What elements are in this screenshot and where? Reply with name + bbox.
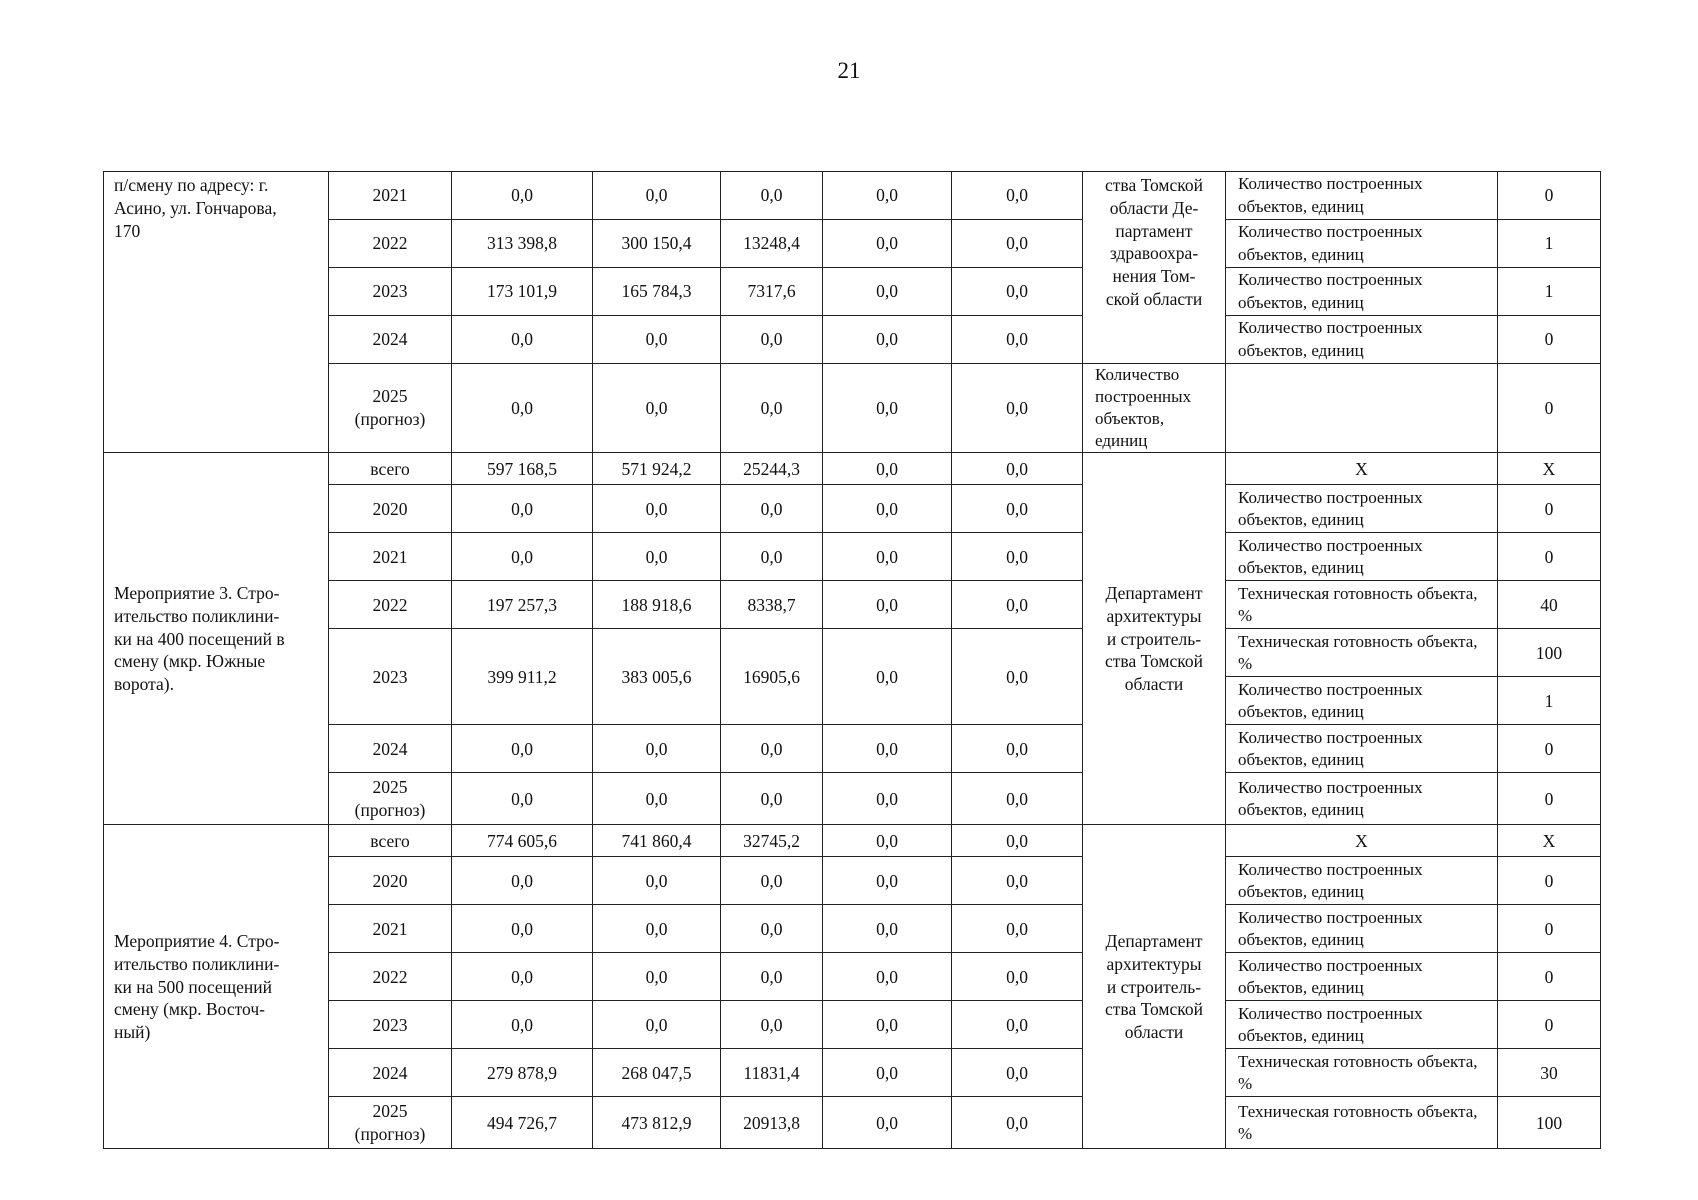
- year-cell: [329, 725, 452, 773]
- year-value: 2023: [372, 666, 408, 687]
- amount-value-3: 0,0: [721, 485, 823, 533]
- indicator-name: Количество построенных объектов, единиц: [1226, 533, 1498, 581]
- executor-line: ства Томской: [1105, 999, 1203, 1020]
- year-row: [104, 1097, 1601, 1149]
- amount-value-3: 0,0: [721, 773, 823, 825]
- executor-line: и строитель-: [1106, 976, 1202, 997]
- amount-value-2: 0,0: [593, 1001, 721, 1049]
- indicator-value: 30: [1498, 1049, 1601, 1097]
- year-cell: [329, 485, 452, 533]
- year-value: 2020: [372, 498, 408, 519]
- year-value: 2023: [372, 1014, 408, 1035]
- total-value-2: 741 860,4: [593, 825, 721, 857]
- amount-value-3: 0,0: [721, 905, 823, 953]
- total-label: всего: [329, 825, 452, 857]
- amount-value-4: 0,0: [823, 220, 952, 268]
- amount-value-2: 300 150,4: [593, 220, 721, 268]
- amount-value-5: 0,0: [952, 533, 1083, 581]
- amount-value-2: 0,0: [593, 533, 721, 581]
- year-value: 2022: [372, 594, 408, 615]
- amount-value-3: 0,0: [721, 857, 823, 905]
- amount-value-5: 0,0: [952, 268, 1083, 316]
- forecast-note: (прогноз): [354, 1123, 426, 1144]
- amount-value-1: 0,0: [452, 364, 593, 453]
- amount-value-2: 0,0: [593, 857, 721, 905]
- indicator-value: 1: [1498, 220, 1601, 268]
- amount-value-4: 0,0: [823, 533, 952, 581]
- measure-name-line: Мероприятие 3. Стро-: [114, 583, 280, 603]
- indicator-value: 1: [1498, 677, 1601, 725]
- amount-value-3: 0,0: [721, 364, 823, 453]
- executor-line: партамент: [1115, 220, 1193, 241]
- executor-line: ской области: [1105, 288, 1203, 309]
- year-cell: [329, 857, 452, 905]
- executor-cell: [1083, 825, 1226, 1149]
- total-indicator: X: [1226, 825, 1498, 857]
- total-indicator: X: [1226, 453, 1498, 485]
- amount-value-4: 0,0: [823, 905, 952, 953]
- indicator-value: 0: [1498, 316, 1601, 364]
- amount-value-5: 0,0: [952, 1001, 1083, 1049]
- amount-value-1: 0,0: [452, 316, 593, 364]
- amount-value-2: 0,0: [593, 364, 721, 453]
- measure-name-line: ный): [114, 1022, 151, 1042]
- executor-line: Департамент: [1105, 931, 1203, 951]
- indicator-value: 0: [1498, 172, 1601, 220]
- year-value: 2024: [372, 329, 408, 350]
- year-row: [104, 857, 1601, 905]
- amount-value-4: 0,0: [823, 1001, 952, 1049]
- amount-value-3: 7317,6: [721, 268, 823, 316]
- amount-value-4: 0,0: [823, 857, 952, 905]
- measure-name-cell: [104, 172, 329, 453]
- total-row: [104, 825, 1601, 857]
- amount-value-3: 0,0: [721, 172, 823, 220]
- year-row: [104, 268, 1601, 316]
- year-value: 2022: [372, 233, 408, 254]
- amount-value-5: 0,0: [952, 629, 1083, 725]
- year-cell: [329, 581, 452, 629]
- indicator-value: 0: [1498, 953, 1601, 1001]
- year-cell: [329, 533, 452, 581]
- year-value: 2024: [372, 738, 408, 759]
- amount-value-1: 0,0: [452, 1001, 593, 1049]
- amount-value-1: 0,0: [452, 905, 593, 953]
- amount-value-2: 0,0: [593, 953, 721, 1001]
- year-row: [104, 220, 1601, 268]
- indicator-value: 100: [1498, 629, 1601, 677]
- year-cell: [329, 268, 452, 316]
- amount-value-4: 0,0: [823, 581, 952, 629]
- measure-name-line: Мероприятие 4. Стро-: [114, 931, 280, 951]
- amount-value-5: 0,0: [952, 581, 1083, 629]
- executor-cell: [1083, 172, 1226, 364]
- total-value-5: 0,0: [952, 825, 1083, 857]
- indicator-value: 0: [1498, 857, 1601, 905]
- year-cell: [329, 220, 452, 268]
- year-value: 2021: [372, 918, 408, 939]
- amount-value-2: 0,0: [593, 725, 721, 773]
- year-value: 2021: [372, 185, 408, 206]
- amount-value-2: 473 812,9: [593, 1097, 721, 1149]
- executor-line: Департамент: [1105, 583, 1203, 603]
- measure-name-line: ки на 400 посещений в: [114, 628, 285, 649]
- amount-value-5: 0,0: [952, 1049, 1083, 1097]
- amount-value-5: 0,0: [952, 725, 1083, 773]
- program-table: [103, 171, 1601, 1149]
- year-value: 2025: [372, 777, 408, 798]
- amount-value-3: 16905,6: [721, 629, 823, 725]
- year-row: [104, 533, 1601, 581]
- total-value-2: 571 924,2: [593, 453, 721, 485]
- amount-value-1: 279 878,9: [452, 1049, 593, 1097]
- total-value-4: 0,0: [823, 453, 952, 485]
- indicator-name: Количество построенных объектов, единиц: [1226, 857, 1498, 905]
- amount-value-1: 0,0: [452, 773, 593, 825]
- amount-value-4: 0,0: [823, 485, 952, 533]
- amount-value-5: 0,0: [952, 485, 1083, 533]
- amount-value-5: 0,0: [952, 364, 1083, 453]
- amount-value-2: 0,0: [593, 485, 721, 533]
- amount-value-5: 0,0: [952, 905, 1083, 953]
- total-value-1: 597 168,5: [452, 453, 593, 485]
- page-number: 21: [837, 58, 861, 83]
- amount-value-5: 0,0: [952, 953, 1083, 1001]
- amount-value-2: 0,0: [593, 172, 721, 220]
- amount-value-3: 13248,4: [721, 220, 823, 268]
- year-row: [104, 316, 1601, 364]
- year-row: [104, 485, 1601, 533]
- amount-value-2: 383 005,6: [593, 629, 721, 725]
- amount-value-1: 0,0: [452, 725, 593, 773]
- year-value: 2025: [372, 1101, 408, 1122]
- executor-line: ства Томской: [1105, 175, 1203, 195]
- amount-value-4: 0,0: [823, 1049, 952, 1097]
- total-row: [104, 453, 1601, 485]
- indicator-value: 0: [1498, 905, 1601, 953]
- measure-name-line: Асино, ул. Гончарова,: [114, 197, 277, 218]
- amount-value-5: 0,0: [952, 1097, 1083, 1149]
- amount-value-5: 0,0: [952, 857, 1083, 905]
- amount-value-1: 0,0: [452, 953, 593, 1001]
- amount-value-1: 0,0: [452, 485, 593, 533]
- forecast-note: (прогноз): [354, 409, 426, 430]
- amount-value-2: 0,0: [593, 316, 721, 364]
- amount-value-3: 0,0: [721, 1001, 823, 1049]
- indicator-name: Количество построенных объектов, единиц: [1226, 268, 1498, 316]
- measure-name-line: ки на 500 посещений: [114, 976, 273, 997]
- indicator-name: Количество построенных объектов, единиц: [1226, 773, 1498, 825]
- year-cell: [329, 773, 452, 825]
- year-value: 2025: [372, 386, 408, 407]
- amount-value-1: 0,0: [452, 172, 593, 220]
- year-row: [104, 364, 1601, 453]
- year-value: 2021: [372, 546, 408, 567]
- indicator-name: Количество построенных объектов, единиц: [1226, 905, 1498, 953]
- indicator-name: Количество построенных объектов, единиц: [1226, 220, 1498, 268]
- amount-value-1: 494 726,7: [452, 1097, 593, 1149]
- year-row: [104, 581, 1601, 629]
- amount-value-2: 268 047,5: [593, 1049, 721, 1097]
- executor-line: здравоохра-: [1109, 243, 1199, 264]
- indicator-name: Количество построенных объектов, единиц: [1226, 677, 1498, 725]
- amount-value-5: 0,0: [952, 220, 1083, 268]
- year-row: [104, 953, 1601, 1001]
- total-value-1: 774 605,6: [452, 825, 593, 857]
- indicator-value: 100: [1498, 1097, 1601, 1149]
- indicator-name: Количество построенных объектов, единиц: [1226, 172, 1498, 220]
- total-target: X: [1498, 825, 1601, 857]
- year-row: [104, 905, 1601, 953]
- indicator-name: Количество построенных объектов, единиц: [1226, 725, 1498, 773]
- indicator-value: 0: [1498, 1001, 1601, 1049]
- year-cell: [329, 1001, 452, 1049]
- executor-line: и строитель-: [1106, 628, 1202, 649]
- indicator-value: 0: [1498, 485, 1601, 533]
- executor-line: нения Том-: [1112, 266, 1196, 286]
- amount-value-4: 0,0: [823, 268, 952, 316]
- year-row: [104, 172, 1601, 220]
- amount-value-3: 0,0: [721, 533, 823, 581]
- measure-name-cell: [104, 825, 329, 1149]
- amount-value-1: 313 398,8: [452, 220, 593, 268]
- year-row: [104, 773, 1601, 825]
- year-value: 2024: [372, 1062, 408, 1083]
- measure-name-cell: [104, 453, 329, 825]
- executor-line: архитектуры: [1106, 605, 1202, 626]
- indicator-value: 0: [1498, 773, 1601, 825]
- measure-name-line: смену (мкр. Восточ-: [114, 999, 265, 1020]
- year-cell: [329, 1049, 452, 1097]
- amount-value-4: 0,0: [823, 316, 952, 364]
- amount-value-4: 0,0: [823, 725, 952, 773]
- year-cell: [329, 364, 452, 453]
- executor-line: области: [1124, 674, 1184, 694]
- year-row: [104, 1049, 1601, 1097]
- year-row: [104, 1001, 1601, 1049]
- total-value-5: 0,0: [952, 453, 1083, 485]
- measure-name-line: ительство поликлини-: [114, 605, 280, 626]
- year-value: 2023: [372, 281, 408, 302]
- indicator-name: Количество построенных объектов, единиц: [1226, 953, 1498, 1001]
- measure-name-line: п/смену по адресу: г.: [114, 175, 269, 195]
- measure-name-line: ворота).: [114, 674, 174, 694]
- year-value: 2020: [372, 870, 408, 891]
- amount-value-4: 0,0: [823, 629, 952, 725]
- indicator-value: 0: [1498, 533, 1601, 581]
- forecast-note: (прогноз): [354, 799, 426, 820]
- indicator-name: Количество построенных объектов, единиц: [1083, 364, 1226, 453]
- amount-value-5: 0,0: [952, 316, 1083, 364]
- indicator-name: Техническая готовность объекта, %: [1226, 1097, 1498, 1149]
- indicator-value: 0: [1498, 725, 1601, 773]
- year-cell: [329, 172, 452, 220]
- executor-line: области Де-: [1109, 197, 1199, 218]
- measure-name-line: 170: [114, 220, 141, 241]
- year-cell: [329, 1097, 452, 1149]
- amount-value-3: 0,0: [721, 953, 823, 1001]
- year-row: [104, 629, 1601, 677]
- indicator-name: Количество построенных объектов, единиц: [1226, 485, 1498, 533]
- amount-value-4: 0,0: [823, 953, 952, 1001]
- executor-line: архитектуры: [1106, 953, 1202, 974]
- amount-value-1: 0,0: [452, 533, 593, 581]
- amount-value-1: 0,0: [452, 857, 593, 905]
- amount-value-1: 399 911,2: [452, 629, 593, 725]
- year-cell: [329, 316, 452, 364]
- amount-value-3: 0,0: [721, 725, 823, 773]
- indicator-name: Техническая готовность объекта, %: [1226, 581, 1498, 629]
- total-value-4: 0,0: [823, 825, 952, 857]
- indicator-name: Техническая готовность объекта, %: [1226, 629, 1498, 677]
- amount-value-4: 0,0: [823, 773, 952, 825]
- amount-value-5: 0,0: [952, 172, 1083, 220]
- measure-name-line: смену (мкр. Южные: [114, 651, 266, 672]
- amount-value-1: 197 257,3: [452, 581, 593, 629]
- year-cell: [329, 629, 452, 725]
- amount-value-2: 0,0: [593, 773, 721, 825]
- amount-value-3: 0,0: [721, 316, 823, 364]
- executor-cell: [1083, 453, 1226, 825]
- total-value-3: 32745,2: [721, 825, 823, 857]
- total-target: X: [1498, 453, 1601, 485]
- indicator-name: Количество построенных объектов, единиц: [1226, 316, 1498, 364]
- amount-value-2: 0,0: [593, 905, 721, 953]
- amount-value-3: 20913,8: [721, 1097, 823, 1149]
- amount-value-3: 8338,7: [721, 581, 823, 629]
- executor-line: области: [1124, 1022, 1184, 1042]
- executor-line: ства Томской: [1105, 651, 1203, 672]
- amount-value-1: 173 101,9: [452, 268, 593, 316]
- amount-value-5: 0,0: [952, 773, 1083, 825]
- year-cell: [329, 905, 452, 953]
- indicator-value: 0: [1498, 364, 1601, 453]
- total-label: всего: [329, 453, 452, 485]
- indicator-value: 40: [1498, 581, 1601, 629]
- year-value: 2022: [372, 966, 408, 987]
- year-cell: [329, 953, 452, 1001]
- executor-cell-empty: [1226, 364, 1498, 453]
- amount-value-4: 0,0: [823, 364, 952, 453]
- total-value-3: 25244,3: [721, 453, 823, 485]
- indicator-value: 1: [1498, 268, 1601, 316]
- year-row: [104, 725, 1601, 773]
- amount-value-3: 11831,4: [721, 1049, 823, 1097]
- measure-name-line: ительство поликлини-: [114, 953, 280, 974]
- indicator-name: Техническая готовность объекта, %: [1226, 1049, 1498, 1097]
- amount-value-2: 165 784,3: [593, 268, 721, 316]
- indicator-name: Количество построенных объектов, единиц: [1226, 1001, 1498, 1049]
- amount-value-4: 0,0: [823, 172, 952, 220]
- amount-value-2: 188 918,6: [593, 581, 721, 629]
- amount-value-4: 0,0: [823, 1097, 952, 1149]
